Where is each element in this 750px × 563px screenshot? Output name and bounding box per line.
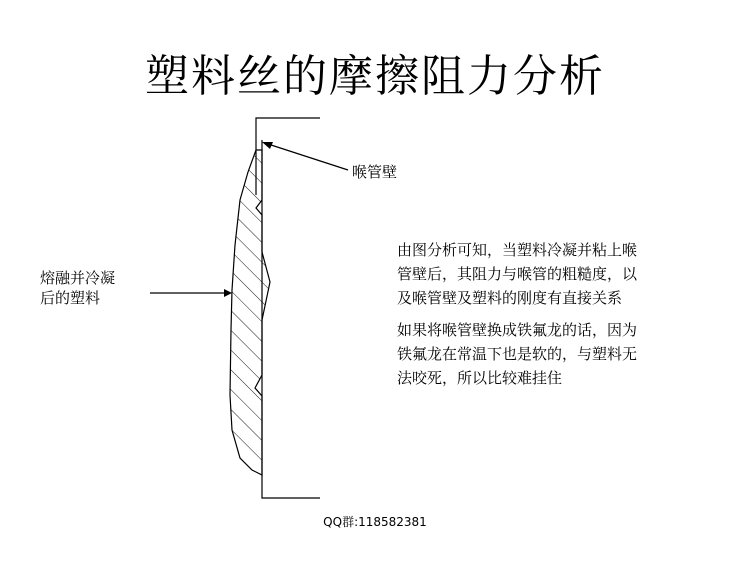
- plastic-deposit: [230, 150, 270, 475]
- wall-arrow-line: [268, 144, 348, 170]
- qq-group-footer: QQ群:118582381: [323, 515, 427, 529]
- analysis-paragraph: [397, 238, 697, 310]
- slide-title: 塑料丝的摩擦阻力分析: [145, 51, 605, 102]
- analysis-line-3: 及喉管壁及塑料的刚度有直接关系: [397, 289, 623, 307]
- throat-wall-line: [256, 118, 320, 498]
- teflon-line-2: 铁氟龙在常温下也是软的，与塑料无: [397, 345, 638, 363]
- wall-arrow-head: [262, 142, 273, 149]
- plastic-arrow-head: [224, 289, 232, 297]
- plastic-label-line-2: 后的塑料: [40, 289, 101, 307]
- teflon-line-1: 如果将喉管壁换成铁氟龙的话，因为: [397, 321, 638, 339]
- analysis-line-2: 管壁后，其阻力与喉管的粗糙度，以: [397, 265, 638, 283]
- teflon-paragraph: [397, 318, 697, 390]
- plastic-label-line-1: 熔融并冷凝: [40, 269, 116, 287]
- analysis-line-1: 由图分析可知，当塑料冷凝并粘上喉: [397, 241, 638, 259]
- plastic-label: [40, 268, 115, 308]
- wall-label: 喉管壁: [352, 163, 398, 181]
- teflon-line-3: 法咬死，所以比较难挂住: [397, 369, 563, 387]
